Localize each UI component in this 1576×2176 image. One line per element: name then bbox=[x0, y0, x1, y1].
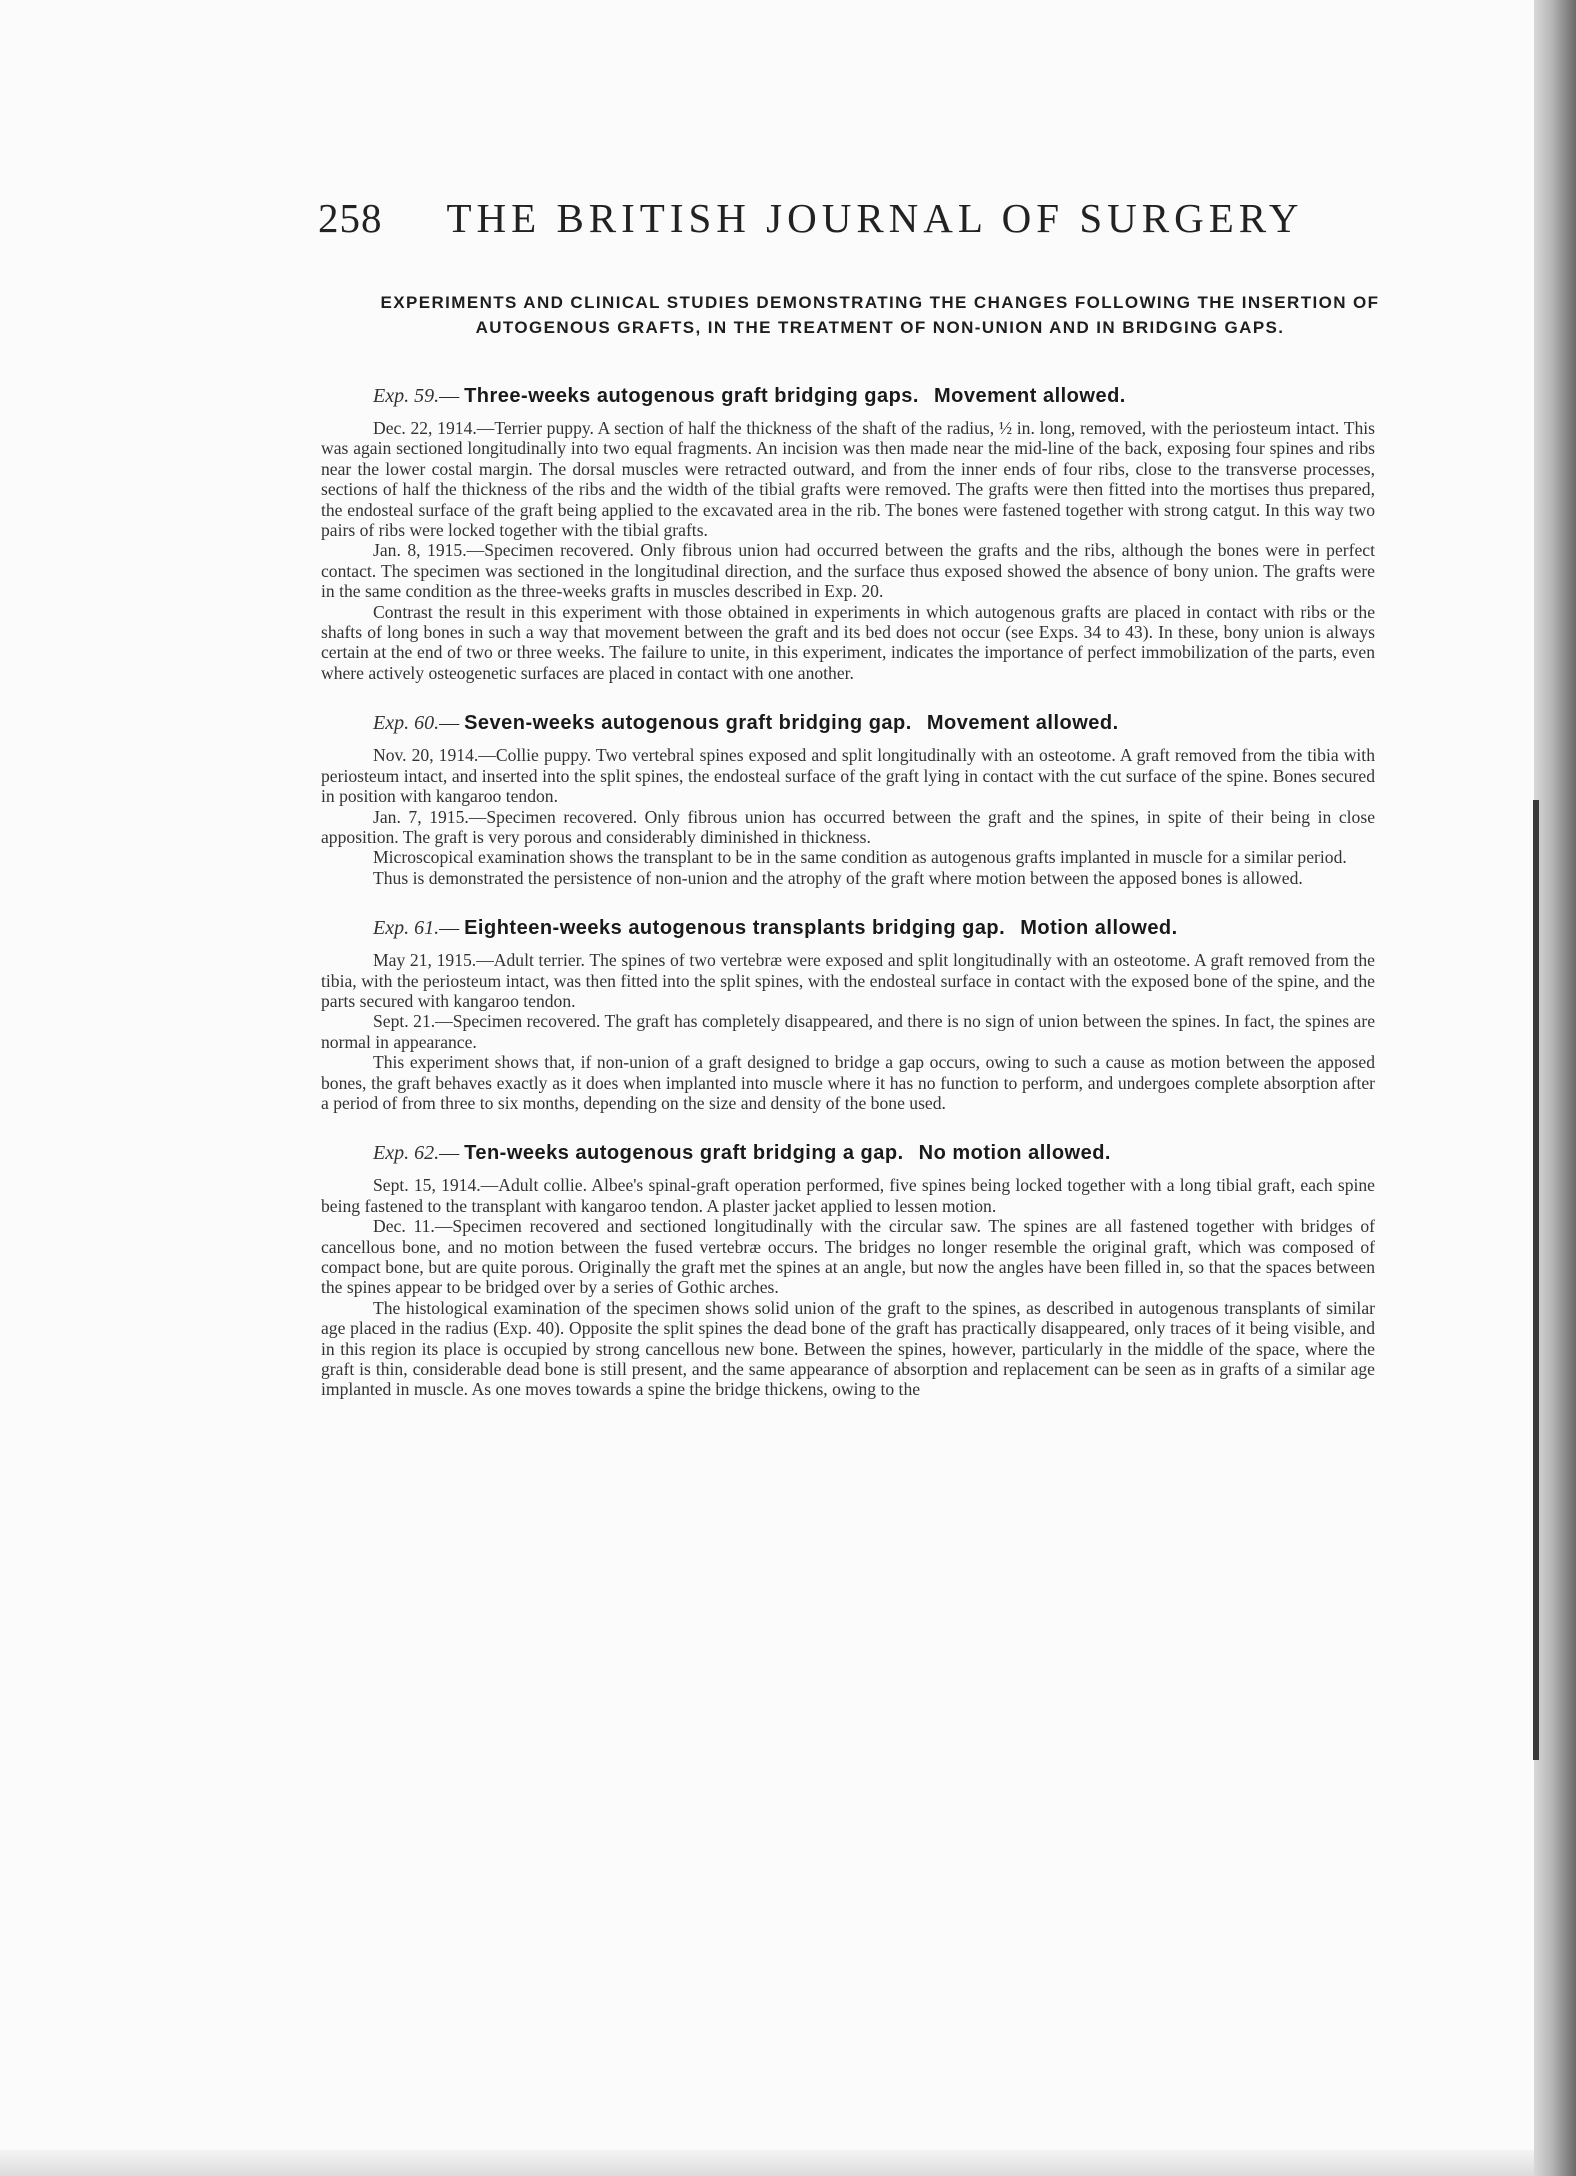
paragraph: Dec. 22, 1914.—Terrier puppy. A section of half the thickness of the shaft of the radius, ½ in. long, removed, with the periosteum intact. This was again sectioned longitudinally into two equal fragments. An incision was then made near the mid-line of the back, exposing four spines and ribs near the lower costal margin. The dorsal muscles were retracted outward, and from the inner ends of four ribs, close to the transverse processes, sections of half the thickness of the ribs and the width of the tibial grafts were removed. The grafts were then fitted into the mortises thus prepared, the endosteal surface of the graft being applied to the excavated area in the rib. The bones were fastened together with strong catgut. In this way two pairs of ribs were locked together with the tibial grafts. bbox=[321, 418, 1375, 541]
page-edge-shadow bbox=[1534, 0, 1576, 2176]
experiment-60 bbox=[321, 711, 1375, 888]
experiment-number: Exp. 59. bbox=[373, 385, 440, 407]
page-number: 258 bbox=[318, 195, 383, 241]
paragraph: The histological examination of the specimen shows solid union of the graft to the spines, as described in autogenous transplants of similar age placed in the radius (Exp. 40). Opposite the split spines the dead bone of the graft has practically disappeared, only traces of it being visible, and in this region its place is occupied by strong cancellous new bone. Between the spines, however, particularly in the middle of the space, where the graft is thin, considerable dead bone is still present, and the same appearance of absorption and replacement can be seen as in grafts of a similar age implanted in muscle. As one moves towards a spine the bridge thickens, owing to the bbox=[321, 1297, 1375, 1400]
experiment-number: Exp. 62. bbox=[373, 1142, 440, 1165]
experiment-heading: Exp. 62.— Ten-weeks autogenous graft bridging a gap. No motion allowed. bbox=[373, 1142, 1111, 1165]
paragraph: Microscopical examination shows the transplant to be in the same condition as autogenous grafts implanted in muscle for a similar period. bbox=[373, 847, 1347, 868]
experiment-title: Three-weeks autogenous graft bridging gaps. bbox=[464, 385, 919, 407]
page-bottom-shadow bbox=[0, 2150, 1534, 2176]
experiment-note: Motion allowed. bbox=[1020, 917, 1178, 940]
experiment-59 bbox=[321, 384, 1375, 683]
experiment-title: Eighteen-weeks autogenous transplants bridging gap. bbox=[464, 917, 1006, 940]
binding-edge-mark bbox=[1533, 800, 1539, 1760]
section-heading: EXPERIMENTS AND CLINICAL STUDIES DEMONSTRATING THE CHANGES FOLLOWING THE INSERTION OF AUTOGENOUS GRAFTS, IN THE TREATMENT OF NON-UNION AND IN BRIDGING GAPS. bbox=[380, 293, 1380, 337]
experiment-number: Exp. 61. bbox=[373, 917, 440, 940]
paragraph: This experiment shows that, if non-union of a graft designed to bridge a gap occurs, owing to such a cause as motion between the apposed bones, the graft behaves exactly as it does when implanted into muscle where it has no function to perform, and undergoes complete absorption after a period of from three to six months, depending on the size and density of the bone used. bbox=[321, 1052, 1375, 1113]
experiment-number: Exp. 60. bbox=[373, 712, 440, 735]
experiment-note: Movement allowed. bbox=[933, 385, 1126, 407]
paragraph: Nov. 20, 1914.—Collie puppy. Two vertebral spines exposed and split longitudinally with an osteotome. A graft removed from the tibia with periosteum intact, and inserted into the split spines, the endosteal surface of the graft lying in contact with the cut surface of the spine. Bones secured in position with kangaroo tendon. bbox=[321, 745, 1375, 807]
paragraph: Jan. 7, 1915.—Specimen recovered. Only fibrous union has occurred between the graft and the spines, in spite of their being in close apposition. The graft is very porous and considerably diminished in thickness. bbox=[321, 806, 1375, 847]
experiment-heading: Exp. 61.— Eighteen-weeks autogenous transplants bridging gap. Motion allowed. bbox=[373, 917, 1178, 940]
experiment-note: Movement allowed. bbox=[926, 712, 1119, 735]
experiment-heading: Exp. 59.— Three-weeks autogenous graft bridging gaps. Movement allowed. bbox=[373, 385, 1126, 407]
experiment-note: No motion allowed. bbox=[918, 1142, 1111, 1165]
experiment-61 bbox=[321, 916, 1375, 1113]
experiment-title: Seven-weeks autogenous graft bridging gap. bbox=[464, 712, 912, 735]
paragraph: Dec. 11.—Specimen recovered and sectioned longitudinally with the circular saw. The spines are all fastened together with bridges of cancellous bone, and no motion between the fused vertebræ occurs. The bridges no longer resemble the original graft, which was composed of compact bone, but are quite porous. Originally the graft met the spines at an angle, but now the angles have been filled in, so that the spaces between the spines appear to be bridged over by a series of Gothic arches. bbox=[321, 1216, 1375, 1298]
journal-title: THE BRITISH JOURNAL OF SURGERY bbox=[446, 195, 1304, 241]
paragraph: Jan. 8, 1915.—Specimen recovered. Only fibrous union had occurred between the grafts and the ribs, although the bones were in perfect contact. The specimen was sectioned in the longitudinal direction, and the surface thus exposed showed the absence of bony union. The grafts were in the same condition as the three-weeks grafts in muscles described in Exp. 20. bbox=[321, 540, 1375, 602]
experiment-heading: Exp. 60.— Seven-weeks autogenous graft bridging gap. Movement allowed. bbox=[373, 712, 1119, 735]
experiment-62 bbox=[321, 1141, 1375, 1399]
paragraph: Thus is demonstrated the persistence of non-union and the atrophy of the graft where motion between the apposed bones is allowed. bbox=[373, 867, 1303, 888]
paragraph: May 21, 1915.—Adult terrier. The spines of two vertebræ were exposed and split longitudinally with an osteotome. A graft removed from the tibia, with the periosteum intact, was then fitted into the split spines, with the endosteal surface in contact with the exposed bone of the spine, and the parts secured with kangaroo tendon. bbox=[321, 950, 1375, 1011]
paragraph: Sept. 21.—Specimen recovered. The graft has completely disappeared, and there is no sign of union between the spines. In fact, the spines are normal in appearance. bbox=[321, 1011, 1375, 1052]
paragraph: Contrast the result in this experiment with those obtained in experiments in which autogenous grafts are placed in contact with ribs or the shafts of long bones in such a way that movement between the graft and its bed does not occur (see Exps. 34 to 43). In these, bony union is always certain at the end of two or three weeks. The failure to unite, in this experiment, indicates the importance of perfect immobilization of the parts, even where actively osteogenetic surfaces are placed in contact with one another. bbox=[321, 601, 1375, 683]
running-head bbox=[318, 194, 1318, 242]
paragraph: Sept. 15, 1914.—Adult collie. Albee's spinal-graft operation performed, five spines being locked together with a long tibial graft, each spine being fastened to the transplant with kangaroo tendon. A plaster jacket applied to lessen motion. bbox=[321, 1175, 1375, 1216]
article-body bbox=[321, 384, 1375, 1428]
experiment-title: Ten-weeks autogenous graft bridging a gap. bbox=[464, 1142, 904, 1165]
